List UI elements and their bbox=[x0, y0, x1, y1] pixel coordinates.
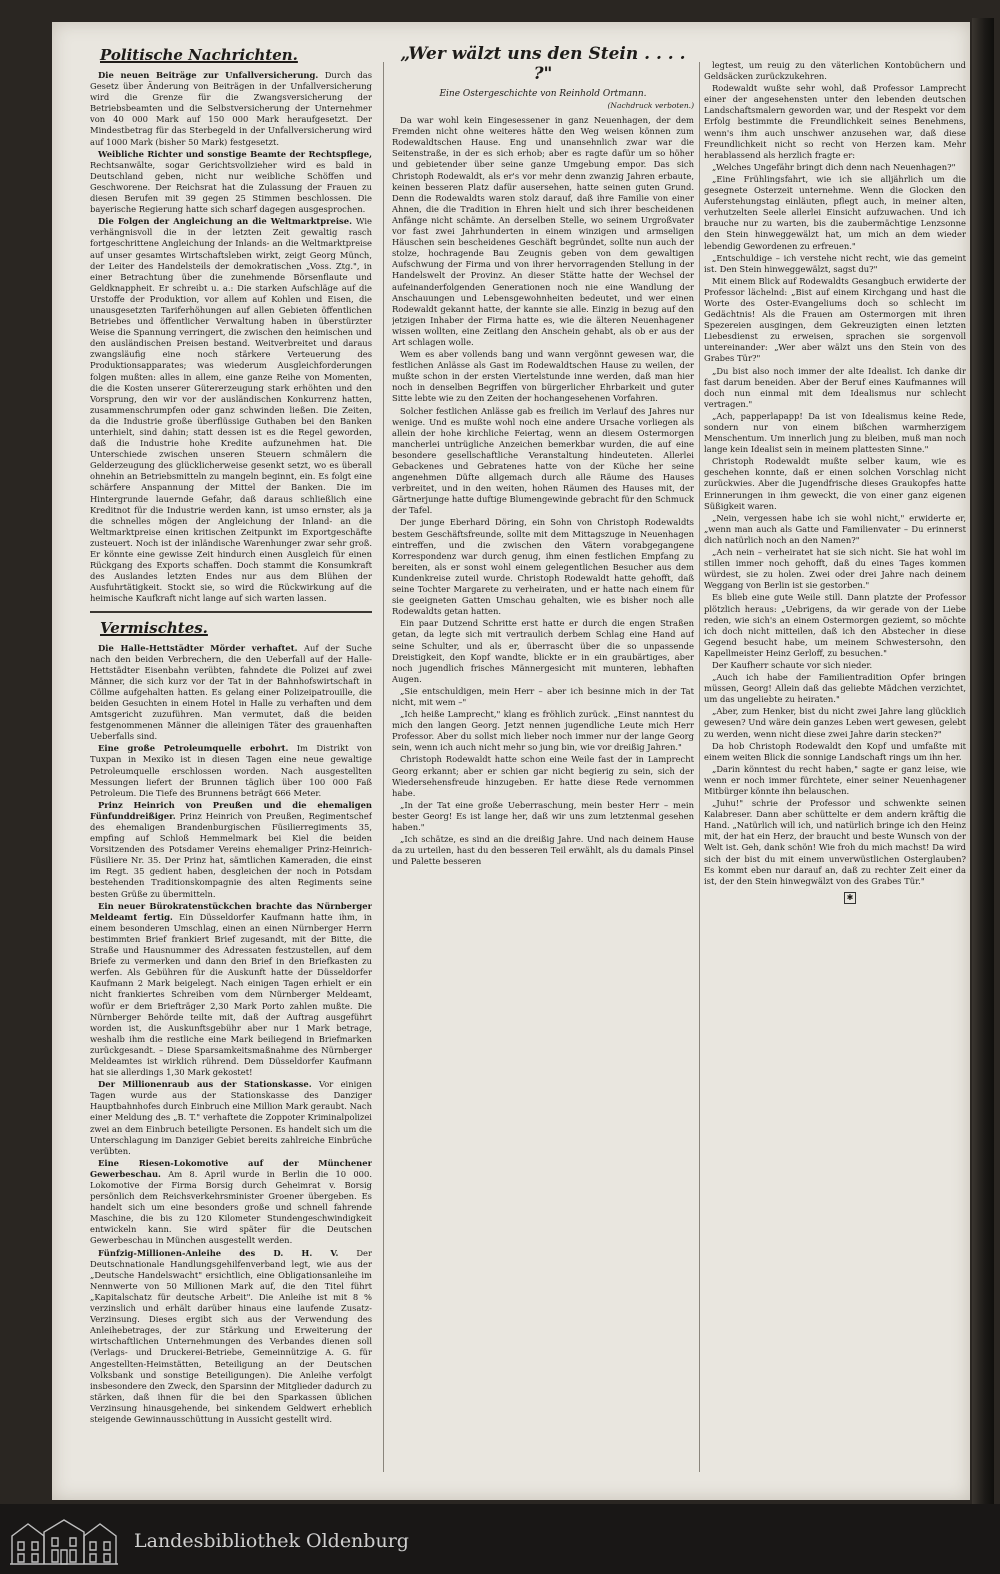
news-item-text: Wie verhängnisvoll die in der letzten Zeit gewaltig rasch fortgeschrittene Angleichung der Inlands- an die Weltmarktpreise auf unser gesamtes Wirtschaftsleben wirkt, zeigt Georg Münch, der Leiter des Handelsteils der demokratischen „Voss. Ztg.", in einer Betrachtung über die zunehmende Börsenflaute und Geldknappheit. Er schreibt u. a.: Die starken Aufschläge auf die Urstoffe der Produktion, vor allem auf Kohlen und Eisen, die unausgesetzten Tariferhöhungen auf allen Gebieten öffentlichen Betriebes und öffentlicher Verwaltung haben in überstürzter Weise die Spannung verringert, die zwischen den heimischen und den ausländischen Preisen bestand. Weitverbreitet und daraus zwangsläufig eine noch stärkere Verteuerung des Produktionsapparates; was wiederum Ausgleichforderungen folgen mußten: alles in allem, eine ganze Reihe von Momenten, die die Kosten unserer Gütererzeugung stark erhöhten und den Vorsprung, den wir vor der ausländischen Konkurrenz hatten, zusammenschrumpfen oder ganz schwinden ließen. Die Zeiten, da die Industrie große überflüssige Guthaben bei den Banken unterhielt, sind dahin; statt dessen ist es die Regel geworden, daß die Industrie hohe Kredite aufzunehmen hat. Die Unterschiede zwischen unseren Steuern schmälern die Gelderzeugung des glücklicherweise gesenkt setzt, wo es überall ohnehin an Betriebsmitteln zu mangeln beginnt, ein. Es folgt eine schärfere Anspannung der Mittel der Banken. Die im Hintergrunde lauernde Gefahr, daß daraus schließlich eine Kreditnot für die Industrie werden kann, ist umso ernster, als ja die schnelles mögen der Angleichung der Inland- an die Weltmarktpreise einen kritischen Zeitpunkt im Exportgeschäfte zusteuert. Noch ist der inländische Warenhunger zwar sehr groß. Er könnte eine gewisse Zeit hindurch einen Ausgleich für einen Rückgang des Exports schaffen. Doch stammt die Konsumkraft des Auslandes letzten Endes nur aus dem Blühen der Ausfuhrtätigkeit. Stockt sie, so wird die Rückwirkung auf die heimische Kaufkraft nicht lange auf sich warten lassen. bbox=[90, 216, 372, 604]
story-paragraph: „Darin könntest du recht haben," sagte er ganz leise, wie wenn er noch immer fürchtete, einer seiner Neuenhagener Mitbürger könnte ihn belauschen. bbox=[704, 763, 966, 796]
section-separator bbox=[90, 611, 372, 613]
news-item-text: Rechtsanwälte, sogar Gerichtsvollzieher wird es bald in Deutschland geben, nicht nur weibliche Schöffen und Geschworene. Der Reichsrat hat die Zulassung der Frauen zu diesen Berufen mit 39 gegen 25 Stimmen beschlossen. Die bayerische Regierung hatte sich scharf dagegen ausgesprochen. bbox=[90, 159, 372, 215]
story-paragraph: „Ach, papperlapapp! Da ist von Idealismus keine Rede, sondern nur von einem bißchen warmherzigem Menschentum. Um innerlich jung zu bleiben, muß man noch lange kein Idealist sein in meinem plattesten Sinne." bbox=[704, 410, 966, 455]
news-item-text: Der Deutschnationale Handlungsgehilfenverband legt, wie aus der „Deutsche Handelswacht" ersichtlich, eine Obligationsanleihe im Nennwerte von 50 Millionen Mark auf, die den Titel führt „Kapitalschatz für deutsche Arbeit". Die Anleihe ist mit 8 % verzinslich und erhält darüber hinaus eine laufende Zusatz-Verzinsung. Dieses ergibt sich aus der Verwendung des Anleihebetrages, der zur Stärkung und Erweiterung der wirtschaftlichen Unternehmungen des Verbandes dienen soll (Verlags- und Druckerei-Betriebe, Gemeinnützige A. G. für Angestellten-Heimstätten, Beteiligung an der Deutschen Volksbank und sonstige Beteiligungen). Die Anleihe verfolgt insbesondere den Zweck, den Sparsinn der Mitglieder dadurch zu stärken, daß ihnen für die bei den Sparkassen üblichen Verzinsung hinausgehende, bei sinkendem Geldwert erheblich steigende Gewinnausschüttung in Aussicht gestellt wird. bbox=[90, 1247, 372, 1424]
story-paragraph: Christoph Rodewaldt hatte schon eine Weile fast der in Lamprecht Georg erkannt; aber er schien gar nicht begierig zu sein, sich der Wiedersehensfreude hinzugeben. Er hatte diese Rede vernommen habe. bbox=[392, 754, 694, 798]
news-item bbox=[90, 149, 372, 216]
library-name: Landesbibliothek Oldenburg bbox=[134, 1530, 409, 1552]
story-paragraph: „Ich schätze, es sind an die dreißig Jahre. Und nach deinem Hause da zu urteilen, hast du den besseren Teil erwählt, als du damals Pinsel und Palette besseren bbox=[392, 834, 694, 867]
story-title: „Wer wälzt uns den Stein . . . . ?" bbox=[400, 44, 686, 84]
page-edge bbox=[972, 18, 994, 1504]
news-item bbox=[90, 216, 372, 604]
reprint-note: (Nachdruck verboten.) bbox=[607, 101, 694, 110]
news-item-text: Am 8. April wurde in Berlin die 10 000. Lokomotive der Firma Borsig durch Geheimrat v. Borsig persönlich dem Reichsverkehrsminister Groener übergeben. Es handelt sich um eine besonders große und schnell fahrende Maschine, die bis zu 120 Kilometer Stundengeschwindigkeit entwickeln kann. Sie wird später für die Deutschen Gewerbeschau in München ausgestellt werden. bbox=[90, 1168, 372, 1246]
misc-list bbox=[90, 643, 372, 1426]
news-item-headline: Eine Riesen-Lokomotive auf der Münchener Gewerbeschau. bbox=[90, 1157, 372, 1179]
end-mark-icon: ✱ bbox=[844, 892, 856, 904]
column-story-continued bbox=[704, 60, 966, 1492]
news-item bbox=[90, 643, 372, 743]
story-byline: Eine Ostergeschichte von Reinhold Ortmann. bbox=[439, 89, 647, 99]
story-paragraph: Rodewaldt wußte sehr wohl, daß Professor Lamprecht einer der angesehensten unter den lebenden deutschen Landschaftsmalern geworden war, und der Respekt vor dem Erfolg bestimmte die Freundlichkeit seines Benehmens, wenn's ihm auch unschwer anzusehen war, daß diese Freundlichkeit nicht so recht von Herzen kam. Mehr herablassend als herzlich fragte er: bbox=[704, 83, 966, 160]
news-item-headline: Die Halle-Hettstädter Mörder verhaftet. bbox=[98, 642, 298, 653]
story-paragraph: „Auch ich habe der Familientradition Opfer bringen müssen, Georg! Allein daß das geliebte Mädchen verzichtet, um das ungeliebte zu heiraten." bbox=[704, 672, 966, 705]
story-paragraph: „Eine Frühlingsfahrt, wie ich sie alljährlich um die gesegnete Osterzeit unternehme. Wenn die Glocken den Auferstehungstag einläuten, pflegt auch, in meiner alten, verhutzelten Seele allerlei Einsicht aufzuwachen. Und ich brauche nur zu warten, bis die zaubermächtige Lenzsonne den Stein hinweggewälzt hat, um mich an dem wieder lebendig Gewordenen zu erfreuen." bbox=[704, 173, 966, 251]
column-rule bbox=[383, 62, 384, 1472]
story-paragraph: Es blieb eine gute Weile still. Dann platzte der Professor plötzlich heraus: „Uebrigens, da wir gerade von der Liebe reden, wie sich's an einem Ostermorgen geziemt, so möchte ich doch nicht mitteilen, daß ich den Abstecher in diese Gegend besucht habe, um meinem Schwestersohn, den Kapellmeister Heinz Gerloff, zu besuchen." bbox=[704, 592, 966, 658]
section-title-politics: Politische Nachrichten. bbox=[100, 46, 298, 64]
story-paragraph: „Nein, vergessen habe ich sie wohl nicht," erwiderte er, „wenn man auch als Gatte und Familienvater – Du erinnerst dich natürlich noch an den Namen?" bbox=[704, 512, 966, 545]
news-item-headline: Ein neuer Bürokratenstückchen brachte das Nürnberger Meldeamt fertig. bbox=[90, 900, 372, 922]
story-paragraph: „Welches Ungefähr bringt dich denn nach Neuenhagen?" bbox=[712, 161, 956, 172]
news-item bbox=[90, 1158, 372, 1247]
story-paragraph: Der Kaufherr schaute vor sich nieder. bbox=[712, 659, 873, 670]
story-paragraph: Ein paar Dutzend Schritte erst hatte er durch die engen Straßen getan, da legte sich mit vertraulich derbem Schlag eine Hand auf seine Schulter, und als er, überrascht über die so unpassende Dreistigkeit, den Kopf wandte, blickte er in ein graubärtiges, aber noch jugendlich frisches Männergesicht mit munteren, lebhaften Augen. bbox=[392, 618, 694, 684]
story-paragraph: „Ach nein – verheiratet hat sie sich nicht. Sie hat wohl im stillen immer noch gehofft, daß du eines Tages kommen würdest, sie zu holen. Zwei oder drei Jahre nach deinem Weggang von Berlin ist sie gestorben." bbox=[704, 547, 966, 591]
news-item-headline: Weibliche Richter und sonstige Beamte der Rechtspflege, bbox=[98, 148, 372, 159]
news-item bbox=[90, 1248, 372, 1426]
story-paragraph: Mit einem Blick auf Rodewaldts Gesangbuch erwiderte der Professor lächelnd: „Bist auf einem Kirchgang und hast die Worte des Oster-Evangeliums doch so schlecht im Gedächtnis! Als die Frauen am Ostermorgen mit ihren Spezereien ausgingen, dem Gekreuzigten einen letzten Liebesdienst zu erweisen, sprachen sie sorgenvoll untereinander: „Wer aber wälzt uns den Stein von des Grabes Tür?" bbox=[704, 275, 966, 364]
story-paragraph: „Juhu!" schrie der Professor und schwenkte seinen Kalabreser. Dann aber schüttelte er dem andern kräftig die Hand. „Natürlich will ich, und natürlich bringe ich den Heinz mit, der hat ein Herz, der braucht und beste Wunsch von der Welt ist. Geh, dank schön! Wie froh du mich machst! Da wird sich der bist du mit einem unverwüstlichen Osterglauben? Es kommt eben nur darauf an, daß zu rechter Zeit einer da ist, der den Stein hinwegwälzt von des Grabes Tür." bbox=[704, 798, 966, 886]
news-item-headline: Die neuen Beiträge zur Unfallversicherung. bbox=[98, 70, 319, 80]
story-continued-body bbox=[704, 60, 966, 887]
news-item bbox=[90, 743, 372, 798]
column-politics bbox=[90, 42, 372, 1474]
news-item-headline: Der Millionenraub aus der Stationskasse. bbox=[98, 1079, 312, 1090]
story-body bbox=[392, 115, 694, 867]
story-paragraph: „Ich heiße Lamprecht," klang es fröhlich zurück. „Einst nanntest du mich den langen Georg. Jetzt nennen jugendliche Leute mich Herr Professor. Aber du sollst mich lieber noch immer nur der lange Georg sein, wenn ich auch nicht mehr so jung bin, wie vor dreißig Jahren." bbox=[392, 709, 694, 753]
library-building-logo-icon bbox=[8, 1516, 120, 1566]
politics-list bbox=[90, 70, 372, 605]
news-item bbox=[90, 1079, 372, 1157]
story-paragraph: Solcher festlichen Anlässe gab es freilich im Verlauf des Jahres nur wenige. Und es mußte wohl noch eine andere Ursache vorliegen als allein der hohe kirchliche Feiertag, wenn an diesem Ostermorgen mancherlei untrügliche Anzeichen bemerkbar wurden, die auf eine besondere gesellschaftliche Veranstaltung hindeuteten. Allerlei Gebackenes und Gebratenes hatte von der Küche her seine angenehmen Düfte allgemach durch alle Räume des Hauses verbreitet, und in den weiten, hohen Räumen des Hauses mit, der Gärtnerjunge hatte duftige Blumengewinde gebracht für den Schmuck der Tafel. bbox=[392, 405, 694, 516]
news-item-headline: Die Folgen der Angleichung an die Weltmarktpreise. bbox=[98, 216, 353, 227]
story-paragraph: legtest, um reuig zu den väterlichen Kontobüchern und Geldsäcken zurückzukehren. bbox=[704, 60, 966, 82]
news-item-headline: Fünfzig-Millionen-Anleihe des D. H. V. bbox=[98, 1247, 339, 1258]
story-paragraph: „Aber, zum Henker, bist du nicht zwei Jahre lang glücklich gewesen? Und wäre dein ganzes Leben wert gewesen, gelebt zu werden, wenn nicht diese zwei Jahre darin stecken?" bbox=[704, 706, 966, 739]
column-story bbox=[392, 42, 694, 1474]
news-item bbox=[90, 901, 372, 1079]
news-item-text: Durch das Gesetz über Änderung von Beiträgen in der Unfallversicherung wird die Grenze für die Zwangsversicherung der Betriebsbeamten und die Selbstversicherung der Unternehmer von 40 000 Mark auf 150 000 Mark heraufgesetzt. Der Mindestbetrag für das Sterbegeld in der Unfallversicherung wird auf 1000 Mark (bisher 50 Mark) festgesetzt. bbox=[90, 70, 372, 147]
news-item-text: Im Distrikt von Tuxpan in Mexiko ist in diesen Tagen eine neue gewaltige Petroleumquelle erschlossen worden. Nach ausgestellten Messungen liefert der Brunnen täglich über 100 000 Faß Petroleum. Die Tiefe des Brunnens beträgt 666 Meter. bbox=[90, 743, 372, 798]
section-title-miscellaneous: Vermischtes. bbox=[100, 618, 208, 637]
news-item-text: Prinz Heinrich von Preußen, Regimentschef des ehemaligen Brandenburgischen Füsilierregiments 35, empfing auf Schloß Hemmelmark bei Kiel die beiden Vorsitzenden des Potsdamer Vereins ehemaliger Prinz-Heinrich-Füsiliere Nr. 35. Der Prinz hat, sämtlichen Kameraden, die einst im Regt. 35 gedient haben, desgleichen der noch in Potsdam bestehenden Traditionskompagnie des alten Regiments seine besten Grüße zu übermitteln. bbox=[90, 810, 372, 899]
story-paragraph: Da hob Christoph Rodewaldt den Kopf und umfaßte mit einem weiten Blick die sonnige Landschaft rings um ihn her. bbox=[704, 740, 966, 762]
news-item-headline: Eine große Petroleumquelle erbohrt. bbox=[98, 743, 289, 754]
story-paragraph: Christoph Rodewaldt mußte selber kaum, wie es geschehen konnte, daß er einen solchen Vorschlag nicht zurückwies. Aber die Jugendfrische dieses Graukopfes hatte Erinnerungen in ihm geweckt, die von einer ganz eigenen Süßigkeit waren. bbox=[704, 456, 966, 511]
news-item-text: Vor einigen Tagen wurde aus der Stationskasse des Danziger Hauptbahnhofes durch Einbruch eine Million Mark geraubt. Nach einer Meldung des „B. T." verhaftete die Zoppoter Kriminalpolizei zwei an dem Einbruch beteiligte Personen. Es handelt sich um die Unterschlagung im Danziger Gebiet bereits zahlreiche Einbrüche verübten. bbox=[90, 1079, 372, 1156]
news-item bbox=[90, 800, 372, 900]
story-paragraph: „In der Tat eine große Ueberraschung, mein bester Herr – mein bester Georg! Es ist lange her, daß wir uns zum letztenmal gesehen haben." bbox=[392, 799, 694, 832]
story-paragraph: Der junge Eberhard Döring, ein Sohn von Christoph Rodewaldts bestem Geschäftsfreunde, sollte mit dem Mittagszuge in Neuenhagen eintreffen, und die zwischen den Vätern vorabgegangene Korrespondenz war durch genug, ihm einen festlichen Empfang zu bereiten, als er sonst wohl einem gelegentlichen Besucher aus dem Kundenkreise zuteil wurde. Christoph Rodewaldt hatte gehofft, daß seine Tochter Margarete zu verheiraten, und er hatte nach einem für sie geeigneten Gatten Umschau gehalten, wie es bisher noch alle Rodewaldts getan hatten. bbox=[392, 517, 694, 617]
story-paragraph: Wem es aber vollends bang und wann vergönnt gewesen war, die festlichen Anlässe als Gast im Rodewaldtschen Hause zu weilen, der mußte schon in der ersten Viertelstunde inne werden, daß man hier noch in denselben Begriffen von bürgerlicher Ehrbarkeit und guter Sitte lebte wie zu den Zeiten der hochangesehenen Vorfahren. bbox=[392, 349, 694, 404]
column-rule bbox=[699, 62, 700, 1472]
news-item-text: Ein Düsseldorfer Kaufmann hatte ihm, in einem besonderen Umschlag, einen an einen Nürnberger Herrn bestimmten Brief frankiert Brief zugesandt, mit der Bitte, die Straße und Hausnummer des Adressaten festzustellen, auf dem Briefe zu vermerken und dann den Brief in den Briefkasten zu werfen. Als Gebühren für die Auskunft hatte der Düsseldorfer Kaufmann 2 Mark beigelegt. Nach einigen Tagen erhielt er ein nicht frankiertes Schreiben vom dem Nürnberger Meldeamt, wofür er dem Briefträger 2,30 Mark Porto zahlen mußte. Die Nürnberger Behörde teilte mit, daß der Auftrag ausgeführt worden ist, die Auskunftsgebühr aber nur 1 Mark betrage, weshalb ihm die restliche eine Mark beiliegend in Briefmarken zurückgesandt. – Diese Sparsamkeitsmaßnahme des Nürnberger Meldeamtes ist wirklich rührend. Dem Düsseldorfer Kaufmann hat sie allerdings 1,30 Mark gekostet! bbox=[90, 911, 372, 1078]
news-item-text: Auf der Suche nach den beiden Verbrechern, die den Ueberfall auf der Halle-Hettstädter Eisenbahn verübten, fahndete die Polizei auf zwei Männer, die sich kurz vor der Tat in der Bahnhofswirtschaft in Cöllme aufgehalten hatten. Es gelang einer Polizeipatrouille, die beiden Gesuchten in einem Hotel in Halle zu verhaften und dem Amtsgericht zuzuführen. Man vermutet, daß die beiden festgenommenen Männer die alleinigen Täter des grauenhaften Ueberfalls sind. bbox=[90, 642, 372, 742]
news-item bbox=[90, 70, 372, 148]
story-paragraph: „Du bist also noch immer der alte Idealist. Ich danke dir fast darum beneiden. Aber der Beruf eines Kaufmannes will doch nun einmal mit dem Idealismus nur schlecht vertragen." bbox=[704, 365, 966, 409]
news-item-headline: Prinz Heinrich von Preußen und die ehemaligen Fünfunddreißiger. bbox=[90, 799, 372, 821]
story-paragraph: „Sie entschuldigen, mein Herr – aber ich besinne mich in der Tat nicht, mit wem –" bbox=[392, 685, 694, 707]
story-paragraph: „Entschuldige – ich verstehe nicht recht, wie das gemeint ist. Den Stein hinweggewälzt, sagst du?" bbox=[704, 252, 966, 274]
story-paragraph: Da war wohl kein Eingesessener in ganz Neuenhagen, der dem Fremden nicht ohne weiteres hätte den Weg weisen können zum Rodewaldtschen Hause. Eng und unansehnlich zwar war die Seitenstraße, in der es sich erhob; aber es ragte dafür um so höher und gebietender über seine ganze Umgebung empor. Das sich Christoph Rodewaldt, als er's vor mehr denn zwanzig Jahren erbaute, keinen besseren Platz dafür ausersehen, hatte seinen guten Grund. Denn die Rodewaldts waren stolz darauf, daß ihre Familie von einer Ahnen, die die Tradition in Ehren hielt und sich ihrer bescheidenen Anfänge nicht schämte. An derselben Stelle, wo seinem Urgroßvater vor fast zwei Jahrhunderten in einem winzigen und armseligen Häuschen sein bescheidenes Geschäft begründet, sollte nun auch der stolze, hochragende Bau Zeugnis geben von dem gewaltigen Aufschwung der Firma und von ihrer hervorragenden Stellung in der Handelswelt der Provinz. An dieser Stätte hatte der Wechsel der aufeinanderfolgenden Generationen noch nie eine Wandlung der Anschauungen und Lebensgewohnheiten bedeutet, und wer einen Rodewaldt gekannt hatte, der kannte sie alle. Einzig in bezug auf den jetzigen Inhaber der Firma hatte es, wie die älteren Neuenhagener wissen wollten, eine Zeitlang den Anschein gehabt, als ob er aus der Art schlagen wolle. bbox=[392, 115, 694, 347]
